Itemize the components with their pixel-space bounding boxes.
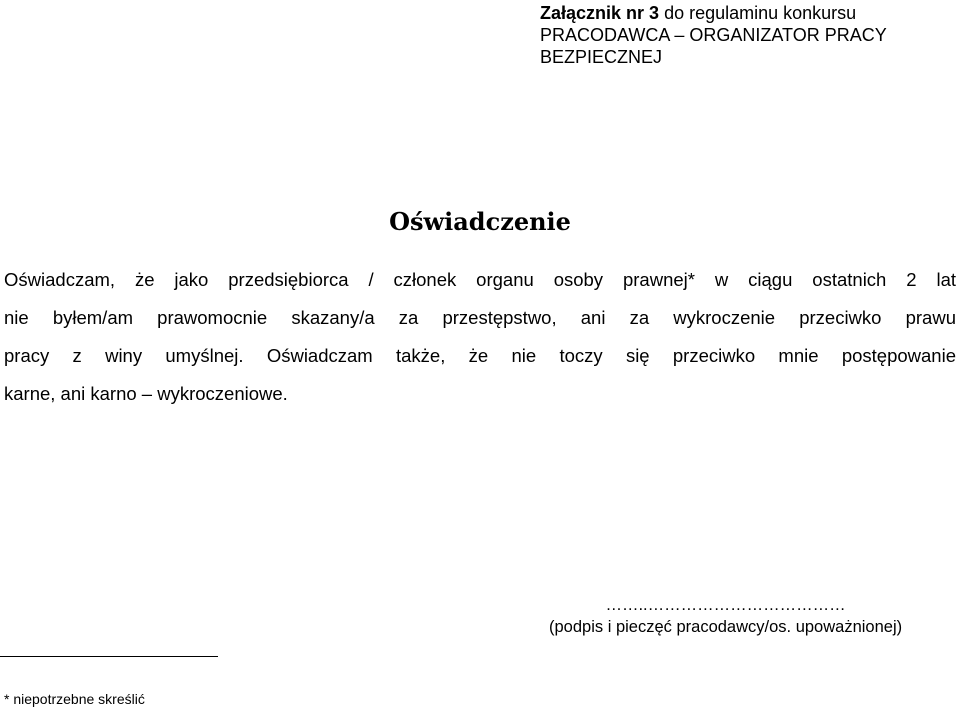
statement-paragraph — [4, 267, 956, 419]
annex-contest-name-line1: PRACODAWCA – ORGANIZATOR PRACY — [540, 25, 887, 45]
signature-line: ……..……………………………… — [605, 596, 846, 614]
signature-block — [549, 594, 902, 638]
annex-title — [540, 2, 887, 24]
annex-header — [540, 2, 887, 68]
statement-line: pracy z winy umyślnej. Oświadczam także, że nie toczy się przeciwko mnie postępowanie — [4, 345, 956, 366]
statement-line: nie byłem/am prawomocnie skazany/a za przestępstwo, ani za wykroczenie przeciwko prawu — [4, 307, 956, 328]
statement-line: karne, ani karno – wykroczeniowe. — [4, 383, 288, 404]
annex-contest-name-line2: BEZPIECZNEJ — [540, 47, 663, 67]
signature-caption: (podpis i pieczęć pracodawcy/os. upoważnionej) — [549, 618, 903, 636]
footnote: * niepotrzebne skreślić — [4, 691, 145, 707]
annex-number: Załącznik nr 3 — [540, 3, 660, 23]
document-title: Oświadczenie — [389, 207, 571, 236]
statement-line: Oświadczam, że jako przedsiębiorca / członek organu osoby prawnej* w ciągu ostatnich 2 lat — [4, 269, 956, 290]
footnote-divider — [0, 656, 218, 657]
annex-title-rest: do regulaminu konkursu — [659, 3, 857, 23]
